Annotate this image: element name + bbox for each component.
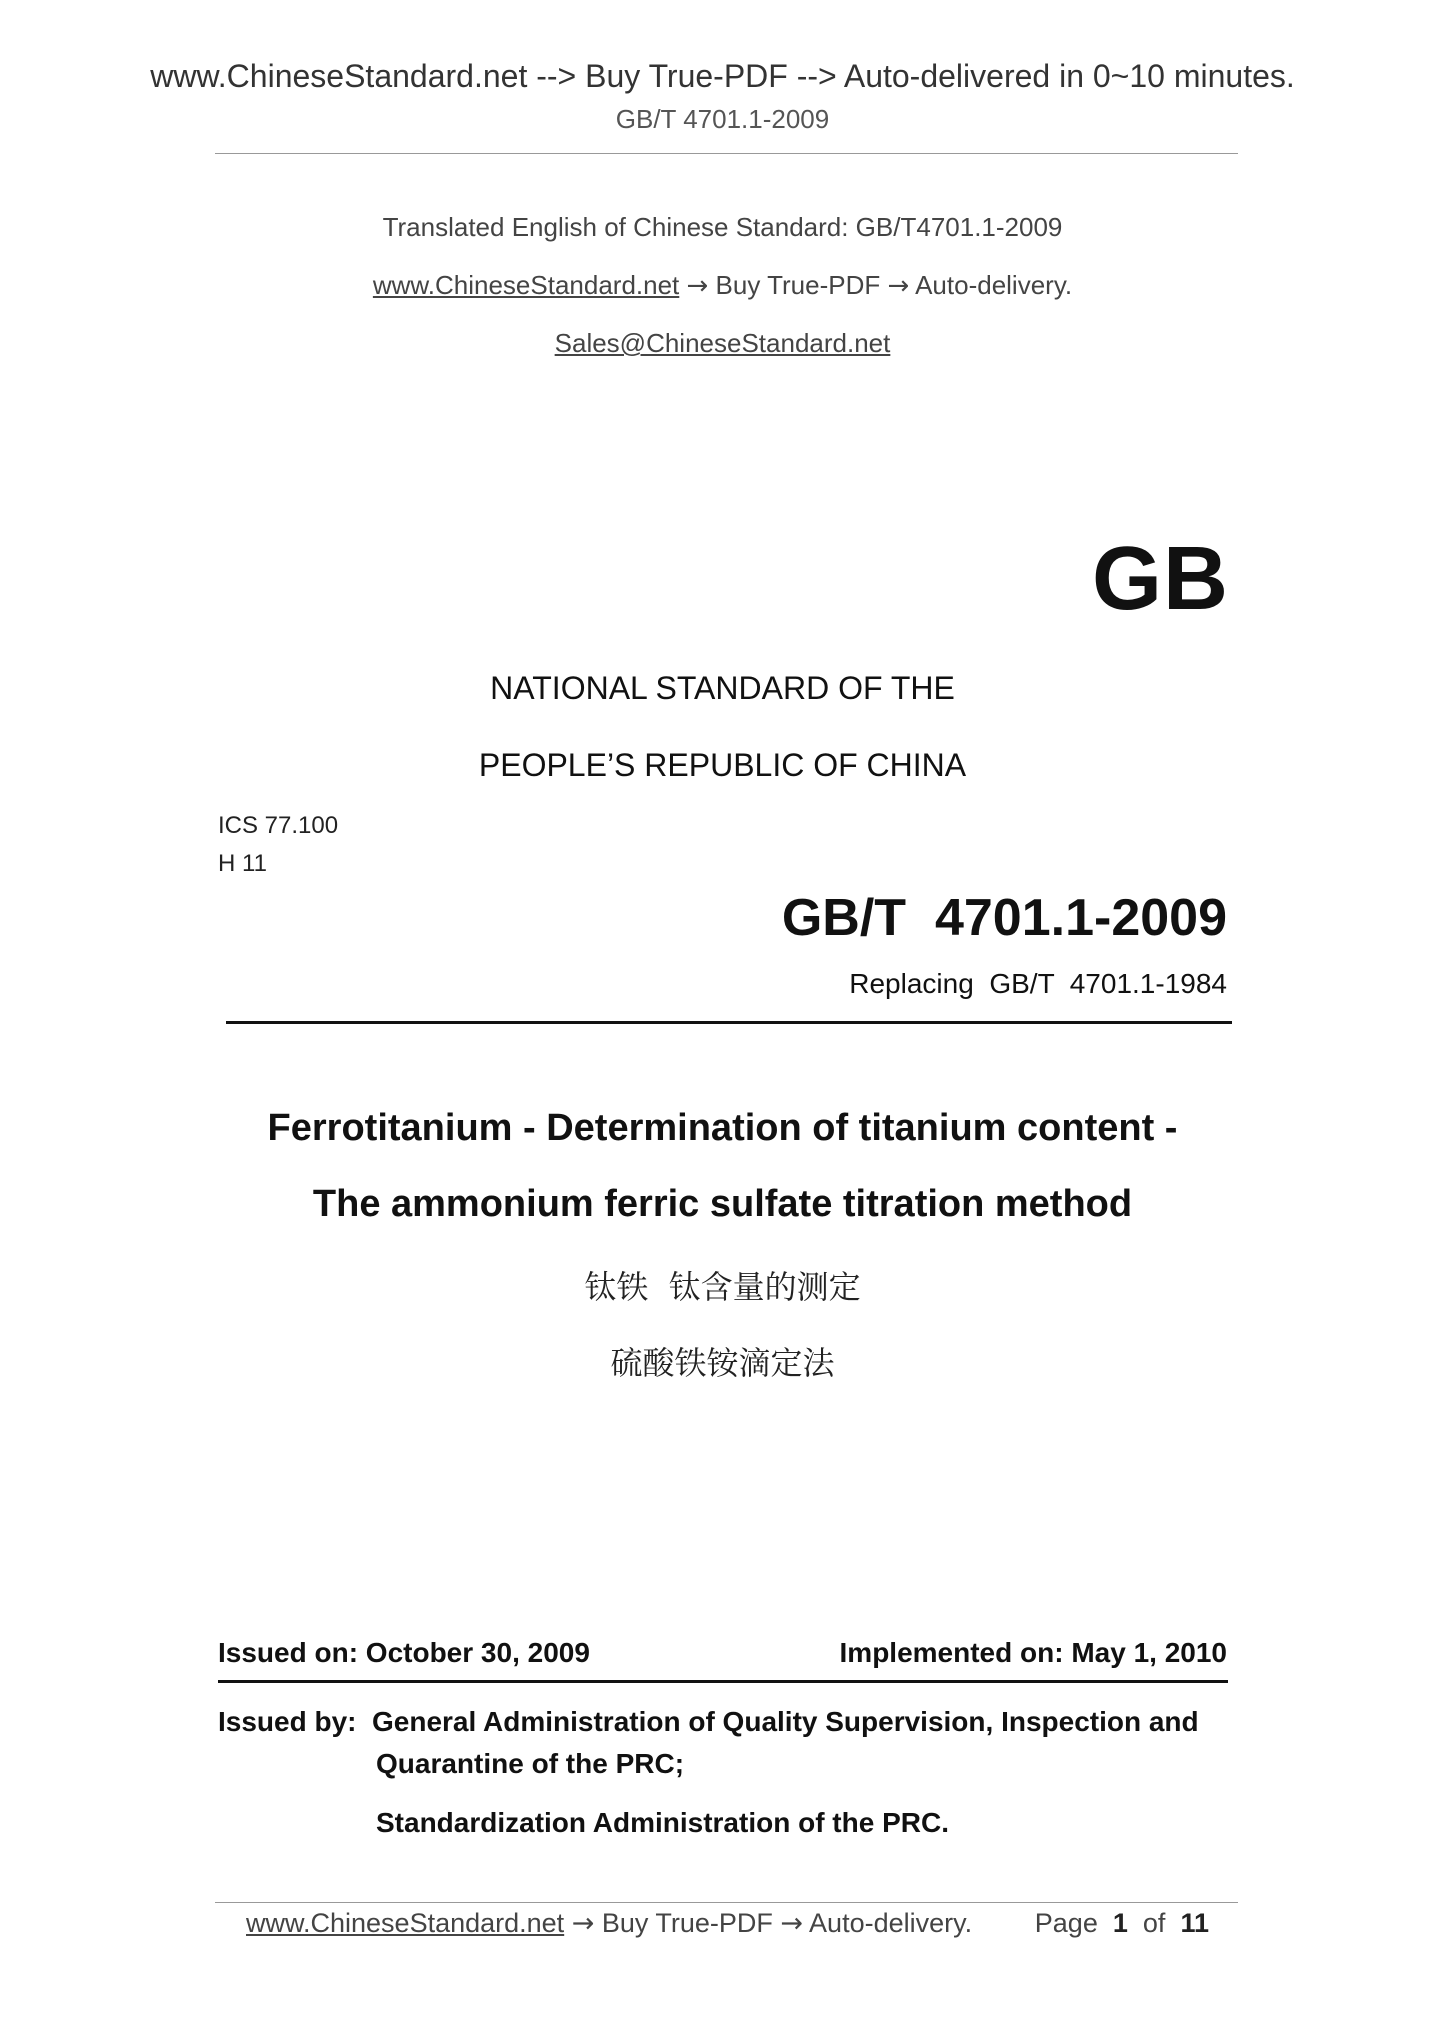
- page-word: Page: [1034, 1908, 1098, 1938]
- issued-by-label: Issued by:: [218, 1706, 357, 1737]
- site-link[interactable]: www.ChineseStandard.net: [372, 270, 680, 300]
- footer-divider: [215, 1902, 1238, 1903]
- page-number: 1: [1112, 1908, 1128, 1938]
- footer-buy-pdf-text: Buy True-PDF: [601, 1908, 773, 1938]
- auto-delivery-text: Auto-delivery.: [915, 270, 1073, 300]
- page-total: 11: [1180, 1908, 1209, 1938]
- buy-pdf-text: Buy True-PDF: [715, 270, 881, 300]
- arrow-right-icon: →: [571, 1908, 595, 1939]
- sales-line: [0, 328, 1445, 359]
- title-english-line-1: Ferrotitanium - Determination of titanium content -: [267, 1107, 1178, 1149]
- national-standard-line-1: NATIONAL STANDARD OF THE: [490, 670, 955, 706]
- arrow-right-icon: →: [686, 271, 709, 301]
- sales-email-link[interactable]: Sales@ChineseStandard.net: [554, 328, 891, 358]
- issued-by-line-2: Quarantine of the PRC;: [376, 1748, 685, 1779]
- of-word: of: [1142, 1908, 1166, 1938]
- site-line: [0, 270, 1445, 301]
- gb-mark: GB: [1092, 529, 1229, 629]
- national-standard-line-2: PEOPLE’S REPUBLIC OF CHINA: [478, 747, 967, 783]
- dates-divider: [218, 1680, 1228, 1683]
- footer-site-link[interactable]: www.ChineseStandard.net: [246, 1908, 565, 1938]
- translated-notice: Translated English of Chinese Standard: GB/T4701.1-2009: [382, 212, 1063, 242]
- replacing-standard: Replacing GB/T 4701.1-1984: [849, 968, 1227, 999]
- header-banner-link[interactable]: www.ChineseStandard.net --> Buy True-PDF --> Auto-delivered in 0~10 minutes.: [150, 58, 1295, 94]
- header-standard-code: GB/T 4701.1-2009: [615, 104, 830, 134]
- arrow-right-icon: →: [887, 271, 910, 301]
- cover-divider: [226, 1021, 1232, 1024]
- title-english-line-2: The ammonium ferric sulfate titration method: [312, 1183, 1133, 1225]
- footer-auto-delivery-text: Auto-delivery.: [809, 1908, 973, 1938]
- issued-on-date: Issued on: October 30, 2009: [218, 1637, 590, 1668]
- implemented-on-date: Implemented on: May 1, 2010: [839, 1637, 1227, 1668]
- title-chinese-line-2: 硫酸铁铵滴定法: [610, 1344, 835, 1382]
- header-divider: [215, 153, 1238, 154]
- issued-by-line-1: General Administration of Quality Supervision, Inspection and: [372, 1706, 1199, 1737]
- title-chinese-line-1: 钛铁 钛含量的测定: [584, 1268, 861, 1306]
- issued-by-line-3: Standardization Administration of the PRC.: [376, 1807, 949, 1838]
- footer-links: [246, 1908, 972, 1939]
- arrow-right-icon: →: [780, 1908, 804, 1939]
- ccs-code: H 11: [218, 850, 267, 877]
- standard-number: GB/T 4701.1-2009: [781, 889, 1227, 947]
- ics-code: ICS 77.100: [218, 812, 339, 839]
- page-indicator: [1035, 1908, 1209, 1939]
